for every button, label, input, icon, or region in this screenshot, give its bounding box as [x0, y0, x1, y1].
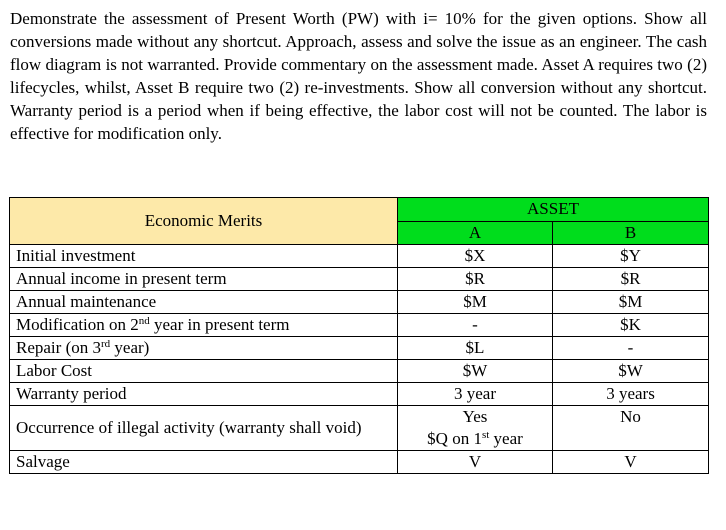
row-label: [10, 337, 398, 360]
row-label: Annual income in present term: [10, 268, 398, 291]
ordinal-suffix: nd: [138, 315, 150, 327]
row-label: Labor Cost: [10, 360, 398, 383]
header-asset-b: B: [553, 221, 709, 245]
row-label: Annual maintenance: [10, 291, 398, 314]
table-row: [10, 451, 709, 474]
row-label: Occurrence of illegal activity (warranty shall void): [10, 406, 398, 451]
asset-b-value: 3 years: [553, 383, 709, 406]
table-row: [10, 337, 709, 360]
table-row: [10, 268, 709, 291]
asset-b-value: No: [553, 406, 709, 451]
economic-merits-table: [9, 197, 709, 474]
asset-b-value: V: [553, 451, 709, 474]
ordinal-suffix: st: [481, 429, 490, 441]
table-row: [10, 291, 709, 314]
asset-a-line: [404, 428, 546, 450]
asset-b-value: $W: [553, 360, 709, 383]
asset-a-value: $L: [398, 337, 553, 360]
ordinal-suffix: rd: [100, 338, 111, 350]
table-row: [10, 360, 709, 383]
value-text: year: [489, 429, 523, 448]
problem-statement: Demonstrate the assessment of Present Worth (PW) with i= 10% for the given options. Show all conversions made without any shortcut. Approach, assess and solve the issue as an engineer. The cash flow diagram is not warranted. Provide commentary on the assessment made. Asset A requires two (2) lifecycles, whilst, Asset B require two (2) re-investments. Show all conversion without any shortcut. Warranty period is a period when if being effective, the labor cost will not be counted. The labor is effective for modification only.: [10, 9, 707, 143]
label-text: Modification on 2: [16, 315, 139, 334]
asset-b-value: $M: [553, 291, 709, 314]
asset-b-value: $Y: [553, 245, 709, 268]
asset-a-line: Yes: [462, 407, 488, 426]
label-text: year in present term: [149, 315, 290, 334]
row-label: [10, 314, 398, 337]
row-label: Warranty period: [10, 383, 398, 406]
asset-a-value: $X: [398, 245, 553, 268]
table-row: [10, 314, 709, 337]
asset-a-value: [398, 406, 553, 451]
asset-a-value: V: [398, 451, 553, 474]
table-row: [10, 383, 709, 406]
label-text: year): [110, 338, 150, 357]
asset-b-value: $K: [553, 314, 709, 337]
asset-b-value: -: [553, 337, 709, 360]
asset-a-value: $M: [398, 291, 553, 314]
asset-a-value: $W: [398, 360, 553, 383]
asset-b-value: $R: [553, 268, 709, 291]
header-economic-merits: Economic Merits: [10, 198, 398, 245]
row-label: Salvage: [10, 451, 398, 474]
label-text: Repair (on 3: [16, 338, 101, 357]
asset-a-value: 3 year: [398, 383, 553, 406]
header-asset: ASSET: [398, 198, 709, 222]
row-label: Initial investment: [10, 245, 398, 268]
value-text: $Q on 1: [427, 429, 482, 448]
header-asset-a: A: [398, 221, 553, 245]
table-row: [10, 245, 709, 268]
asset-a-value: -: [398, 314, 553, 337]
table-row: [10, 406, 709, 451]
asset-a-value: $R: [398, 268, 553, 291]
